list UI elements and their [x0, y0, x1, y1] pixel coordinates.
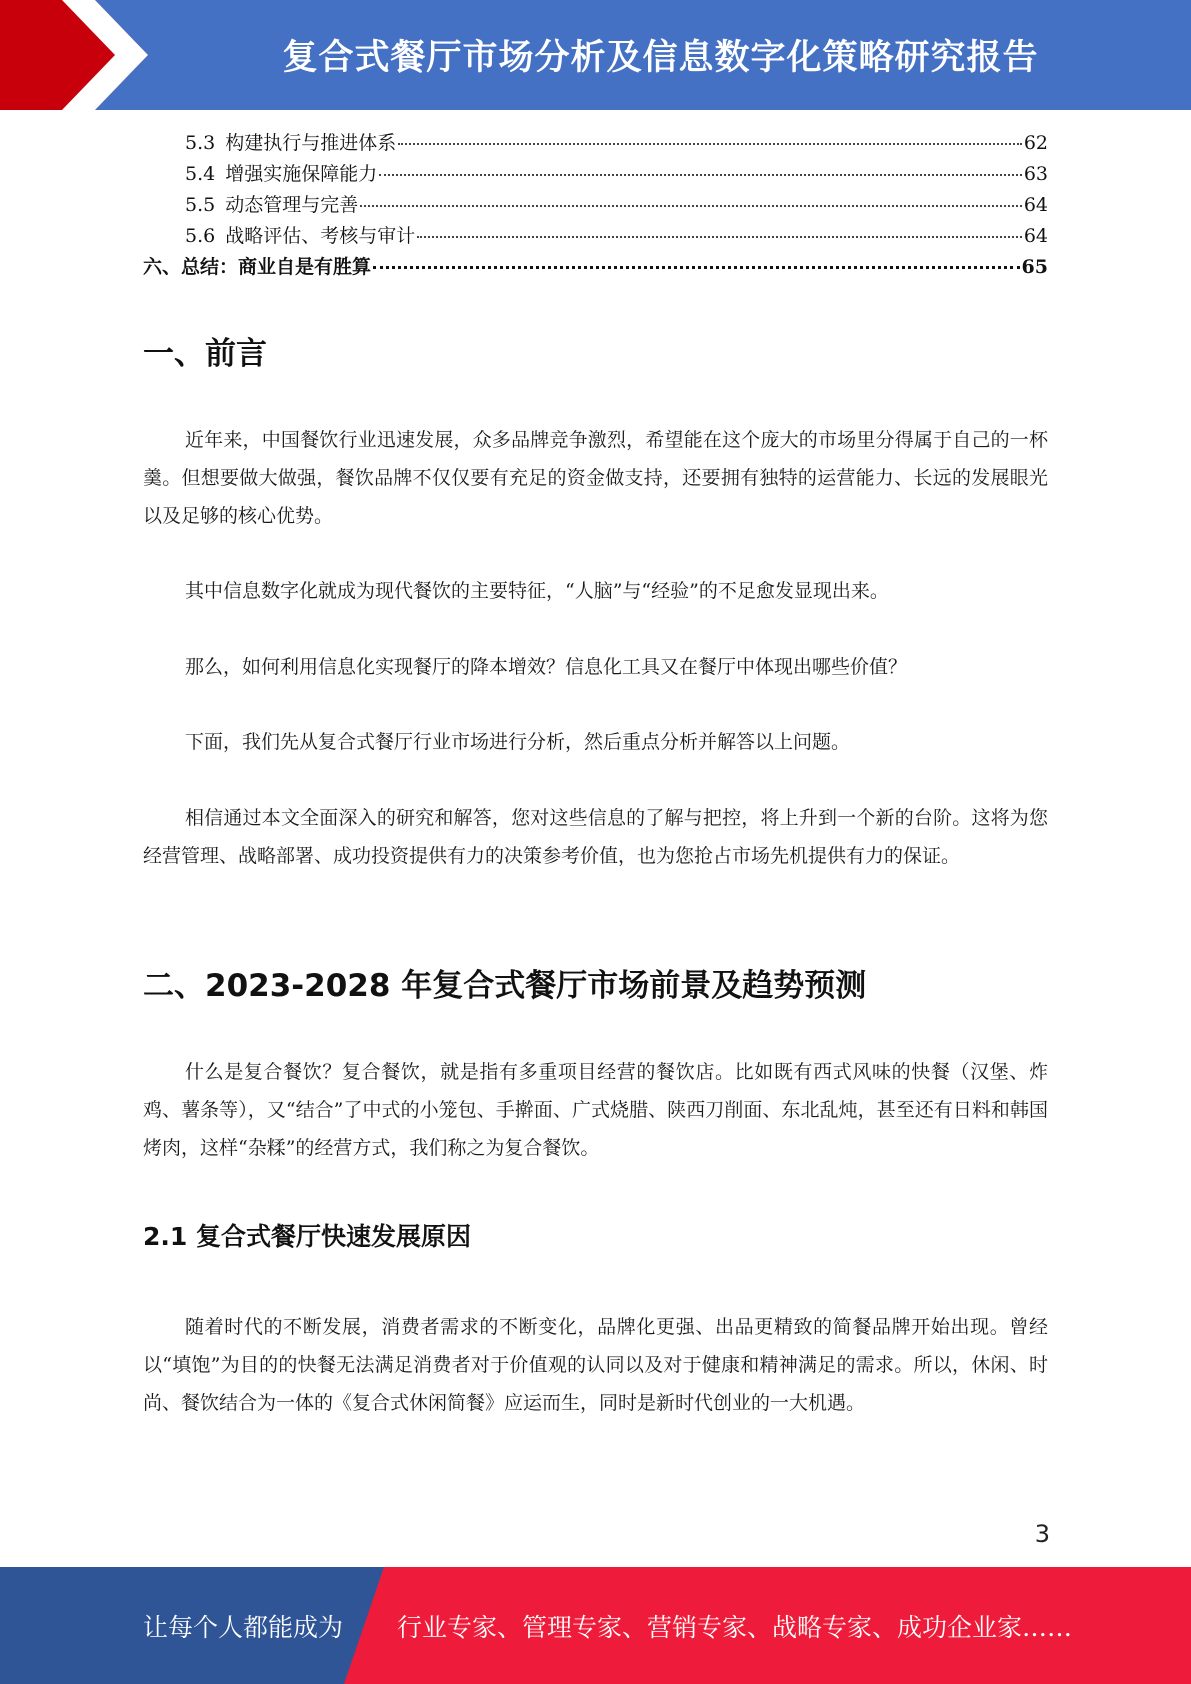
- toc-entry-label: 增强实施保障能力: [225, 163, 378, 185]
- toc-entry-major[interactable]: [143, 252, 1048, 283]
- subsection-heading: 2.1 复合式餐厅快速发展原因: [143, 1222, 471, 1251]
- report-title: 复合式餐厅市场分析及信息数字化策略研究报告: [282, 38, 1039, 78]
- toc-entry-number: 5.6: [185, 225, 216, 247]
- paragraph: 其中信息数字化就成为现代餐饮的主要特征，“人脑”与“经验”的不足愈发显现出来。: [185, 580, 889, 602]
- toc-entry-label: 构建执行与推进体系: [225, 132, 397, 154]
- table-of-contents: [143, 128, 1048, 283]
- toc-leader-dots: [398, 142, 1022, 145]
- toc-entry[interactable]: [143, 128, 1048, 159]
- paragraph: 相信通过本文全面深入的研究和解答，您对这些信息的了解与把控，将上升到一个新的台阶。这将为您经营管理、战略部署、成功投资提供有力的决策参考价值，也为您抢占市场先机提供有力的保证。: [143, 807, 1048, 867]
- footer-slogan-left: 让每个人都能成为: [143, 1612, 344, 1642]
- paragraph: 什么是复合餐饮？复合餐饮，就是指有多重项目经营的餐饮店。比如既有西式风味的快餐（汉堡、炸鸡、薯条等），又“结合”了中式的小笼包、手擀面、广式烧腊、陕西刀削面、东北乱炖，甚至还有日料和韩国烤肉，这样“杂糅”的经营方式，我们称之为复合餐饮。: [143, 1061, 1048, 1159]
- toc-leader-dots: [379, 173, 1022, 176]
- footer-slogan-right: 行业专家、管理专家、营销专家、战略专家、成功企业家……: [397, 1612, 1073, 1642]
- toc-entry[interactable]: [143, 221, 1048, 252]
- toc-entry-label: 六、总结：商业自是有胜算: [143, 256, 372, 278]
- toc-entry-page: 64: [1023, 194, 1048, 216]
- toc-leader-dots: [417, 235, 1022, 238]
- toc-entry-number: 5.3: [185, 132, 216, 154]
- toc-entry-label: 动态管理与完善: [225, 194, 359, 216]
- header-banner: [0, 0, 1191, 110]
- toc-leader-dots: [373, 265, 1020, 269]
- toc-entry-number: 5.4: [185, 163, 216, 185]
- toc-entry-page: 62: [1023, 132, 1048, 154]
- toc-entry-number: 5.5: [185, 194, 216, 216]
- toc-entry-label: 战略评估、考核与审计: [225, 225, 416, 247]
- page-number: 3: [1034, 1520, 1050, 1548]
- toc-entry[interactable]: [143, 190, 1048, 221]
- toc-entry-page: 63: [1023, 163, 1048, 185]
- toc-entry[interactable]: [143, 159, 1048, 190]
- paragraph: 下面，我们先从复合式餐厅行业市场进行分析，然后重点分析并解答以上问题。: [185, 731, 851, 753]
- section-heading-forecast: 二、2023-2028 年复合式餐厅市场前景及趋势预测: [143, 968, 867, 1004]
- toc-entry-page: 64: [1023, 225, 1048, 247]
- section-heading-preface: 一、前言: [143, 336, 267, 372]
- toc-leader-dots: [360, 204, 1022, 207]
- toc-entry-page: 65: [1021, 256, 1048, 278]
- paragraph: 近年来，中国餐饮行业迅速发展，众多品牌竞争激烈，希望能在这个庞大的市场里分得属于自己的一杯羹。但想要做大做强，餐饮品牌不仅仅要有充足的资金做支持，还要拥有独特的运营能力、长远的发展眼光以及足够的核心优势。: [143, 429, 1048, 527]
- footer-banner: [0, 1567, 1191, 1684]
- paragraph: 那么，如何利用信息化实现餐厅的降本增效？信息化工具又在餐厅中体现出哪些价值？: [185, 656, 908, 678]
- paragraph: 随着时代的不断发展，消费者需求的不断变化，品牌化更强、出品更精致的简餐品牌开始出现。曾经以“填饱”为目的的快餐无法满足消费者对于价值观的认同以及对于健康和精神满足的需求。所以，休闲、时尚、餐饮结合为一体的《复合式休闲简餐》应运而生，同时是新时代创业的一大机遇。: [143, 1316, 1048, 1414]
